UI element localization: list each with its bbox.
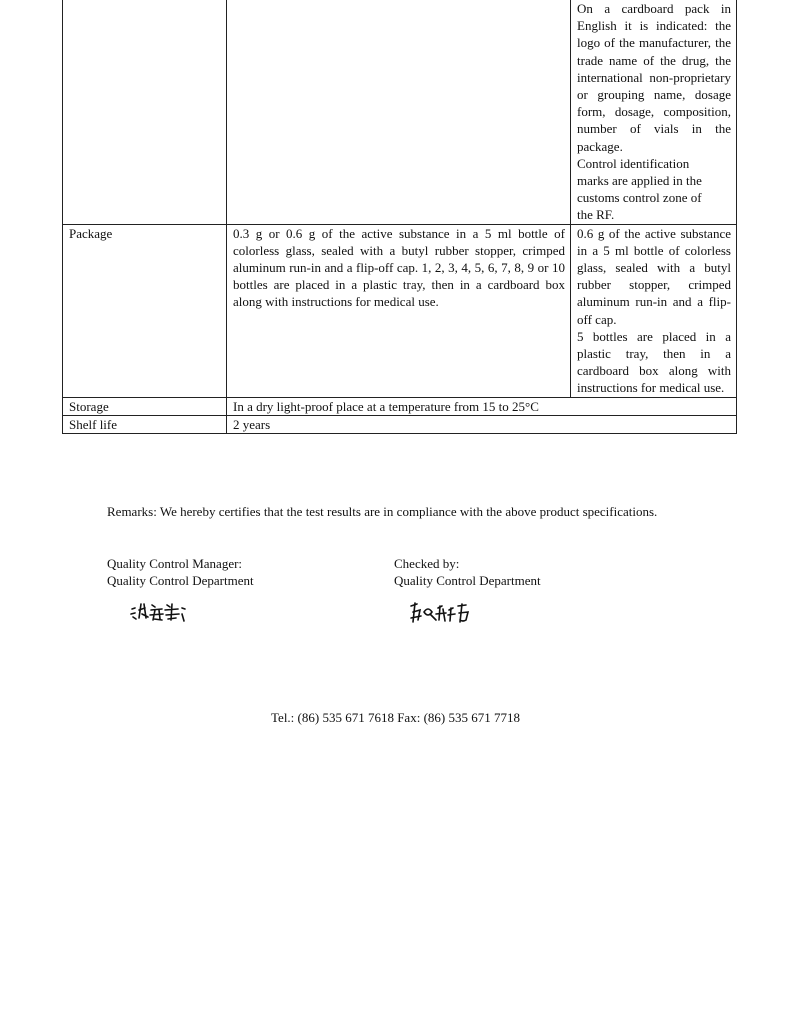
checker-title: Checked by: xyxy=(394,556,460,571)
manager-department: Quality Control Department xyxy=(107,573,254,589)
manager-title: Quality Control Manager: xyxy=(107,556,243,571)
manager-signature-icon xyxy=(128,600,190,624)
table-row-shelf-life xyxy=(63,415,737,433)
control-marks-text: Control identification marks are applied in the customs control zone of the RF. xyxy=(577,155,702,223)
package-result-tray: 5 bottles are placed in a plastic tray, then in a cardboard box along with instructions for medical use. xyxy=(577,328,731,396)
storage-spec: In a dry light-proof place at a temperature from 15 to 25°C xyxy=(227,397,737,415)
package-result xyxy=(571,224,737,397)
package-spec: 0.3 g or 0.6 g of the active substance in a 5 ml bottle of colorless glass, sealed with a butyl rubber stopper, crimped aluminum run-in and a flip-off cap. 1, 2, 3, 4, 5, 6, 7, 8, 9 or 10 bottles are placed in a plastic tray, then in a cardboard box along with instructions for medical use. xyxy=(227,224,571,397)
signature-block-checker xyxy=(394,555,541,589)
table-cell-result-continued xyxy=(571,0,737,224)
contact-footer: Tel.: (86) 535 671 7618 Fax: (86) 535 671 7718 xyxy=(271,710,520,725)
table-cell-empty xyxy=(227,0,571,224)
remarks-text: Remarks: We hereby certifies that the test results are in compliance with the above product specifications. xyxy=(107,504,658,519)
table-row-storage xyxy=(63,397,737,415)
storage-label: Storage xyxy=(63,397,227,415)
pack-labeling-text: On a cardboard pack in English it is indicated: the logo of the manufacturer, the trade name of the drug, the international non-proprietary or grouping name, dosage form, dosage, composition, number of vials in the package. xyxy=(577,1,731,154)
package-result-bottle: 0.6 g of the active substance in a 5 ml bottle of colorless glass, sealed with a butyl rubber stopper, crimped aluminum run-in and a flip-off cap. xyxy=(577,225,731,327)
specification-table xyxy=(62,0,737,434)
checker-department: Quality Control Department xyxy=(394,573,541,589)
shelf-life-spec: 2 years xyxy=(227,415,737,433)
signature-block-manager xyxy=(107,555,254,589)
shelf-life-label: Shelf life xyxy=(63,415,227,433)
package-label: Package xyxy=(63,224,227,397)
checker-signature-icon xyxy=(408,600,474,628)
table-row-package xyxy=(63,224,737,397)
table-row-continued xyxy=(63,0,737,224)
table-cell-empty xyxy=(63,0,227,224)
